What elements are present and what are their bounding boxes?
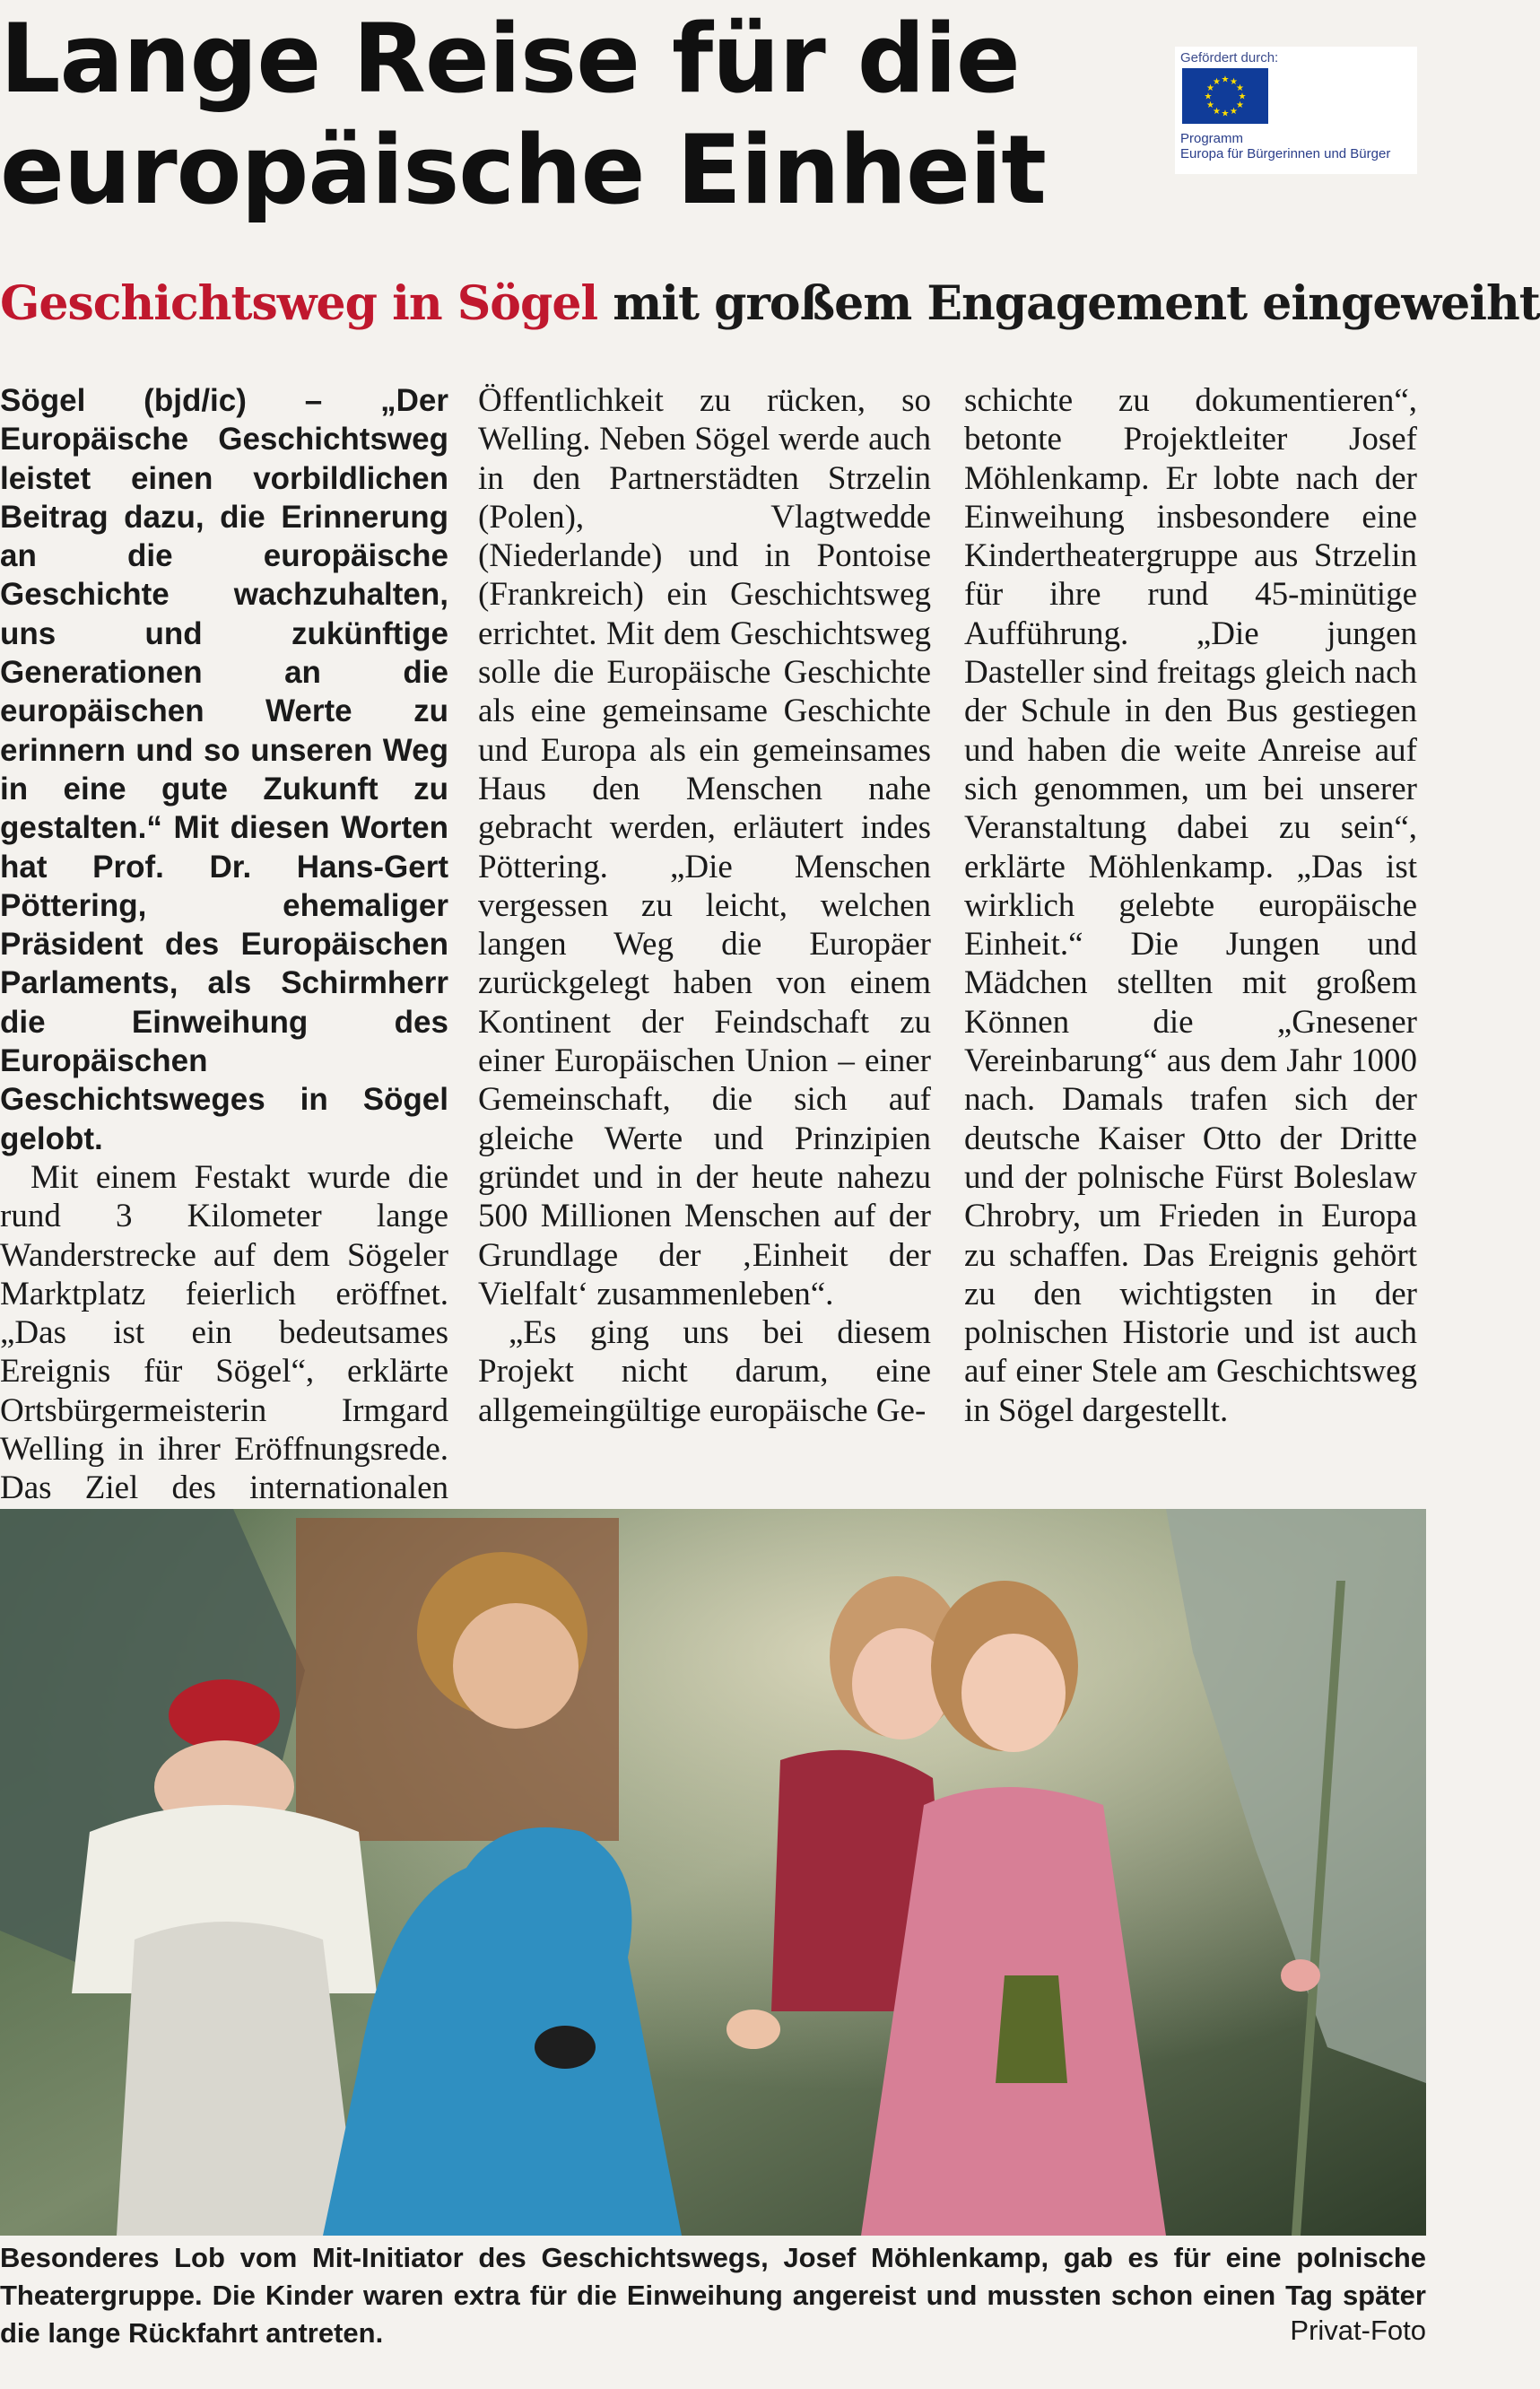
eu-star-icon: ★ [1236, 100, 1244, 110]
article-column-2 [478, 381, 931, 1430]
eu-star-icon: ★ [1221, 74, 1230, 85]
eu-star-icon: ★ [1204, 92, 1213, 102]
funded-by-label: Gefördert durch: [1180, 50, 1279, 65]
article-column-3 [964, 381, 1417, 1430]
eu-star-icon: ★ [1213, 107, 1221, 117]
subheadline-rest: mit großem Engagement eingeweiht [613, 276, 1540, 331]
eu-star-icon: ★ [1230, 107, 1238, 117]
photo-credit: Privat-Foto [1290, 2315, 1426, 2346]
eu-funding-logo [1175, 47, 1417, 174]
headline: Lange Reise für die europäische Einheit [0, 4, 1046, 225]
article-paragraph: „Es ging uns bei diesem Projekt nicht darum, eine allgemeingültige europäische Ge- [478, 1314, 931, 1429]
eu-star-icon: ★ [1236, 83, 1244, 93]
theater-group-photo [0, 1509, 1426, 2236]
eu-star-icon: ★ [1206, 100, 1214, 110]
article-paragraph: Mit einem Festakt wurde die rund 3 Kilometer lange Wanderstrecke auf dem Sögeler Marktplatz feierlich eröffnet. „Das ist ein bedeutsames Ereignis für Sögel“, erklärte Ortsbürgermeisterin Irmgard Welling in ihrer Eröffnungsrede. Das Ziel des internationalen [0, 1158, 448, 1507]
eu-star-icon: ★ [1213, 77, 1221, 87]
article-paragraph: Öffentlichkeit zu rücken, so Welling. Neben Sögel werde auch in den Partnerstädten Strzelin (Polen), Vlagtwedde (Niederlande) und in Pontoise (Frankreich) ein Geschichtsweg errichtet. Mit dem Geschichtsweg solle die Europäische Geschichte als eine gemeinsame Geschichte und Europa als ein gemeinsames Haus den Menschen nahe gebracht werden, erläutert indes Pöttering. „Die Menschen vergessen zu leicht, welchen langen Weg die Europäer zurückgelegt haben von einem Kontinent der Feindschaft zu einer Europäischen Union – einer Gemeinschaft, die sich auf gleiche Werte und Prinzipien gründet und in der heute nahezu 500 Millionen Menschen auf der Grundlage der ‚Einheit der Vielfalt‘ zusammenleben“. [478, 382, 931, 1312]
photo-caption: Besonderes Lob vom Mit-Initiator des Geschichtswegs, Josef Möhlenkamp, gab es für eine polnische Theatergruppe. Die Kinder waren extra für die Einweihung angereist und mussten schon einen Tag später die lange Rückfahrt antreten. [0, 2242, 1426, 2349]
eu-star-icon: ★ [1206, 83, 1214, 93]
article-paragraph: schichte zu dokumentieren“, betonte Projektleiter Josef Möhlenkamp. Er lobte nach der Einweihung insbesondere eine Kindertheatergruppe aus Strzelin für ihre rund 45-minütige Aufführung. „Die jungen Dasteller sind freitags gleich nach der Schule in den Bus gestiegen und haben die weite Anreise auf sich genommen, um bei unserer Veranstaltung dabei zu sein“, erklärte Möhlenkamp. „Das ist wirklich gelebte europäische Einheit.“ Die Jungen und Mädchen stellten mit großem Können die „Gnesener Vereinbarung“ aus dem Jahr 1000 nach. Damals trafen sich der deutsche Kaiser Otto der Dritte und der polnische Fürst Boleslaw Chrobry, um Frieden in Europa zu schaffen. Das Ereignis gehört zu den wichtigsten in der polnischen Historie und ist auch auf einer Stele am Geschichtsweg in Sögel dargestellt. [964, 382, 1417, 1429]
article-lead: Sögel (bjd/ic) – „Der Europäische Geschichtsweg leistet einen vorbildlichen Beitrag dazu, die Erinnerung an die europäische Geschichte wachzuhalten, uns und zukünftige Generationen an die europäischen Werte zu erinnern und so unseren Weg in eine gute Zukunft zu gestalten.“ Mit diesen Worten hat Prof. Dr. Hans-Gert Pöttering, ehemaliger Präsident des Europäischen Parlaments, als Schirmherr die Einweihung des Europäischen Geschichtsweges in Sögel gelobt. [0, 383, 448, 1156]
program-line-2: Europa für Bürgerinnen und Bürger [1180, 146, 1391, 161]
eu-star-icon: ★ [1221, 109, 1230, 119]
eu-flag-icon [1182, 68, 1268, 124]
subheadline-highlight: Geschichtsweg in Sögel [0, 276, 598, 331]
subheadline [0, 275, 1540, 334]
article-column-1 [0, 381, 448, 1585]
eu-star-icon: ★ [1230, 77, 1238, 87]
program-name [1180, 131, 1390, 161]
eu-star-icon: ★ [1238, 92, 1247, 102]
program-line-1: Programm [1180, 131, 1244, 146]
